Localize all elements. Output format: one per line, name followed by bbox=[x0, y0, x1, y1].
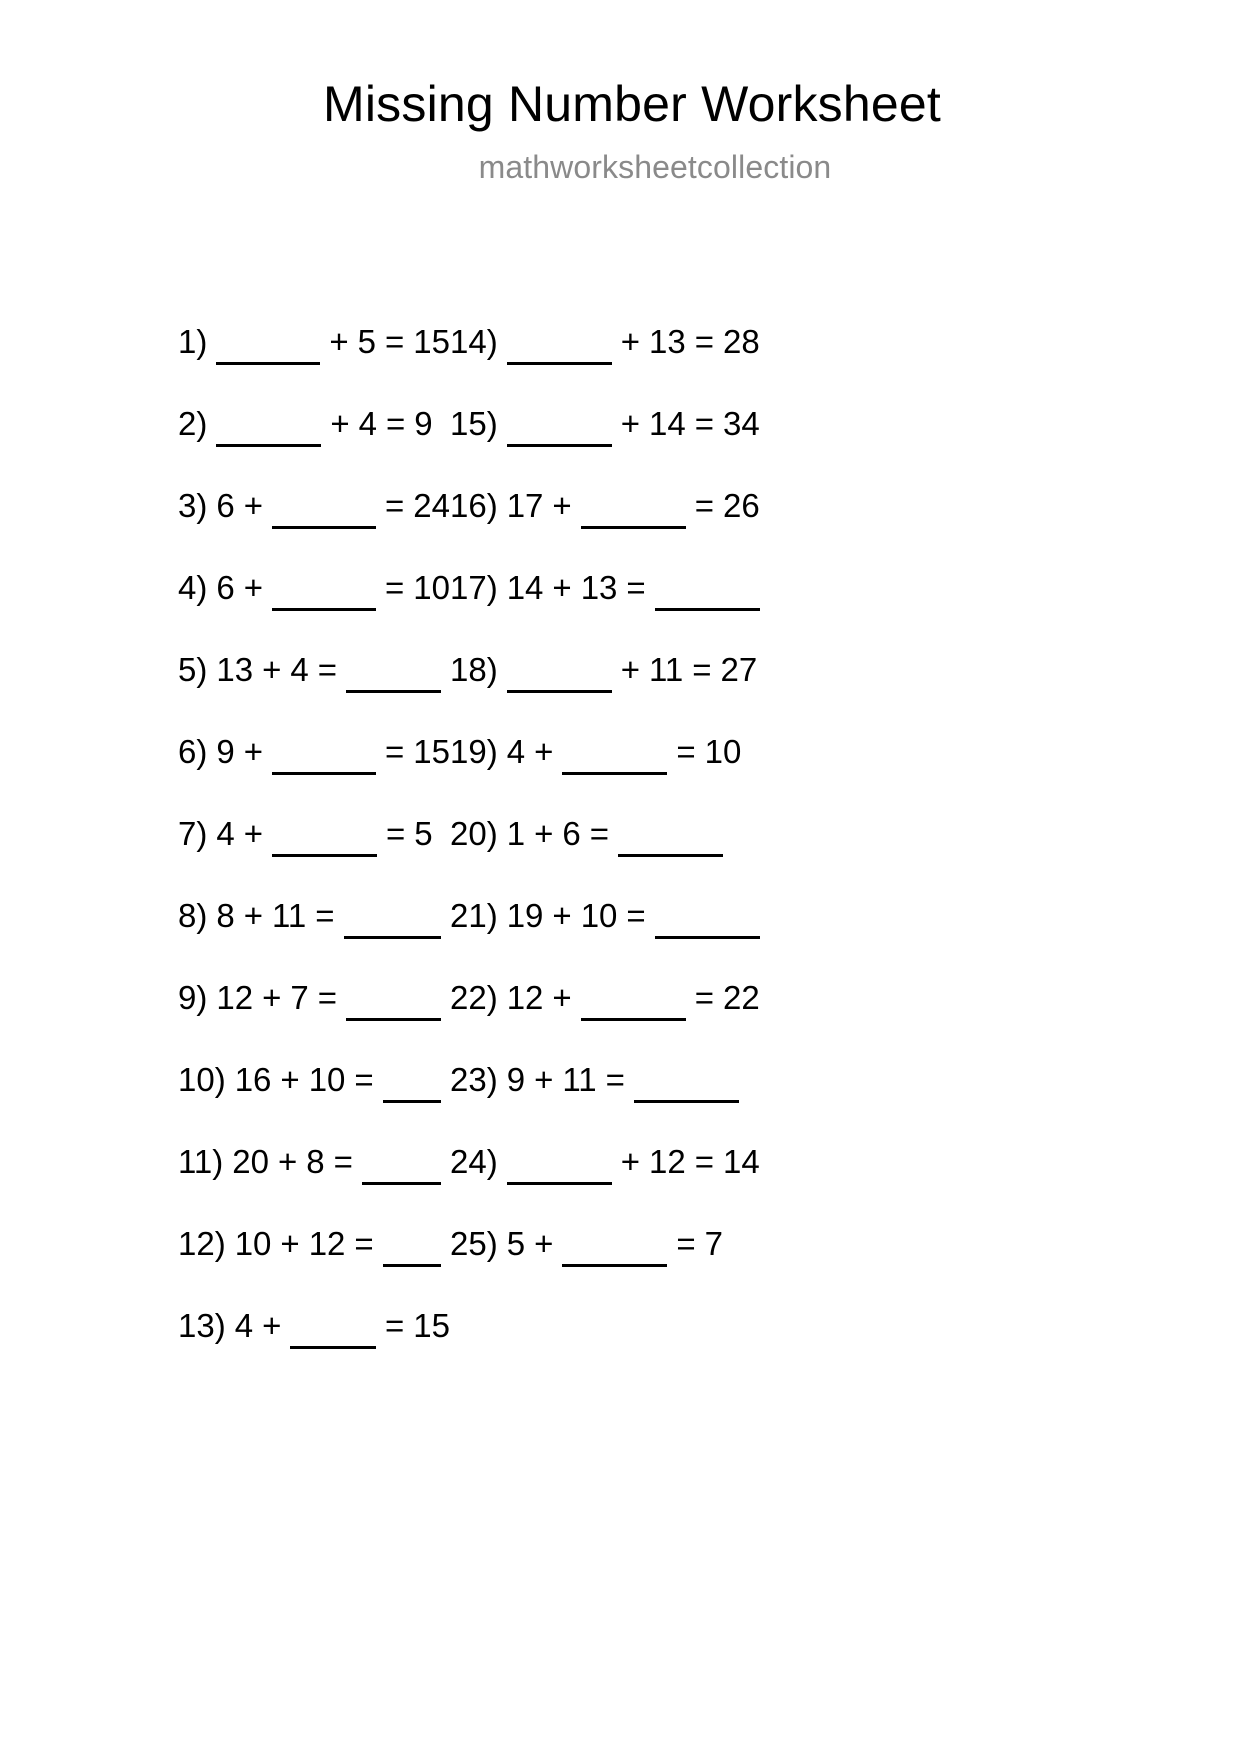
problem-number: 12) bbox=[178, 1224, 226, 1262]
operator: = bbox=[692, 650, 712, 688]
operator: = bbox=[317, 978, 337, 1016]
problem-row bbox=[450, 956, 950, 1038]
number-token: 4 bbox=[358, 404, 377, 442]
operator: + bbox=[243, 896, 263, 934]
operator: + bbox=[243, 486, 263, 524]
problem-row bbox=[178, 1038, 450, 1120]
problem-number: 21) bbox=[450, 896, 498, 934]
operator: + bbox=[243, 814, 263, 852]
operator: + bbox=[262, 978, 282, 1016]
number-token: 9 bbox=[506, 1060, 526, 1098]
operator: = bbox=[589, 814, 609, 852]
number-token: 15 bbox=[413, 732, 450, 770]
operator: = bbox=[385, 568, 405, 606]
number-token: 27 bbox=[720, 650, 758, 688]
number-token: 14 bbox=[648, 404, 686, 442]
problem-number: 24) bbox=[450, 1142, 498, 1180]
problem-row bbox=[450, 628, 950, 710]
operator: = bbox=[385, 814, 406, 852]
problem-number: 18) bbox=[450, 650, 498, 688]
page-title: Missing Number Worksheet bbox=[323, 76, 941, 132]
problem-row bbox=[178, 628, 450, 710]
number-token: 28 bbox=[722, 322, 760, 360]
problem-number: 11) bbox=[178, 1142, 224, 1180]
number-token: 9 bbox=[216, 732, 235, 770]
problem-row bbox=[178, 1284, 450, 1366]
problem-number: 9) bbox=[178, 978, 208, 1016]
operator: = bbox=[385, 486, 405, 524]
operator: = bbox=[626, 896, 646, 934]
problem-number: 16) bbox=[450, 486, 498, 524]
number-token: 11 bbox=[271, 896, 307, 934]
operator: + bbox=[552, 568, 572, 606]
operator: + bbox=[620, 1142, 640, 1180]
answer-blank[interactable] bbox=[618, 828, 723, 857]
problem-row bbox=[450, 464, 950, 546]
number-token: 11 bbox=[648, 650, 684, 688]
number-token: 26 bbox=[722, 486, 760, 524]
operator: = bbox=[694, 978, 714, 1016]
number-token: 4 bbox=[234, 1306, 254, 1344]
operator: + bbox=[534, 732, 554, 770]
operator: + bbox=[329, 322, 349, 360]
number-token: 19 bbox=[506, 896, 544, 934]
problem-row bbox=[178, 464, 450, 546]
operator: + bbox=[280, 1224, 300, 1262]
answer-blank[interactable] bbox=[346, 992, 441, 1021]
operator: + bbox=[243, 568, 263, 606]
number-token: 7 bbox=[704, 1224, 723, 1262]
operator: = bbox=[694, 1142, 714, 1180]
number-token: 9 bbox=[414, 404, 433, 442]
number-token: 14 bbox=[506, 568, 544, 606]
operator: + bbox=[280, 1060, 300, 1098]
problem-number: 20) bbox=[450, 814, 498, 852]
number-token: 6 bbox=[216, 486, 235, 524]
problem-number: 5) bbox=[178, 650, 208, 688]
operator: = bbox=[354, 1224, 374, 1262]
answer-blank[interactable] bbox=[272, 746, 376, 775]
problem-number: 1) bbox=[178, 322, 208, 360]
answer-blank[interactable] bbox=[507, 1156, 612, 1185]
operator: = bbox=[694, 486, 714, 524]
operator: = bbox=[694, 404, 714, 442]
problem-number: 23) bbox=[450, 1060, 498, 1098]
problem-column-right bbox=[450, 300, 950, 1366]
operator: + bbox=[243, 732, 263, 770]
operator: + bbox=[262, 650, 282, 688]
operator: = bbox=[315, 896, 335, 934]
number-token: 5 bbox=[414, 814, 433, 852]
number-token: 12 bbox=[506, 978, 544, 1016]
number-token: 15 bbox=[413, 322, 450, 360]
problem-row bbox=[178, 382, 450, 464]
number-token: 15 bbox=[413, 1306, 450, 1344]
operator: = bbox=[385, 1306, 405, 1344]
number-token: 12 bbox=[648, 1142, 686, 1180]
operator: = bbox=[605, 1060, 625, 1098]
operator: + bbox=[620, 650, 640, 688]
number-token: 12 bbox=[308, 1224, 346, 1262]
number-token: 4 bbox=[290, 650, 309, 688]
number-token: 13 bbox=[648, 322, 686, 360]
operator: + bbox=[534, 814, 554, 852]
problem-row bbox=[450, 874, 950, 956]
problem-number: 4) bbox=[178, 568, 208, 606]
number-token: 4 bbox=[216, 814, 235, 852]
operator: + bbox=[552, 978, 572, 1016]
number-token: 24 bbox=[413, 486, 450, 524]
problem-row bbox=[178, 546, 450, 628]
number-token: 4 bbox=[506, 732, 526, 770]
problem-row bbox=[450, 1120, 950, 1202]
number-token: 20 bbox=[232, 1142, 269, 1180]
answer-blank[interactable] bbox=[272, 500, 376, 529]
problem-number: 19) bbox=[450, 732, 498, 770]
problem-number: 13) bbox=[178, 1306, 226, 1344]
answer-blank[interactable] bbox=[581, 500, 686, 529]
number-token: 10 bbox=[234, 1224, 272, 1262]
operator: = bbox=[317, 650, 337, 688]
answer-blank[interactable] bbox=[581, 992, 686, 1021]
operator: = bbox=[626, 568, 646, 606]
operator: + bbox=[620, 404, 640, 442]
number-token: 10 bbox=[413, 568, 450, 606]
number-token: 10 bbox=[580, 896, 618, 934]
answer-blank[interactable] bbox=[383, 1238, 441, 1267]
number-token: 1 bbox=[506, 814, 526, 852]
number-token: 8 bbox=[216, 896, 235, 934]
operator: = bbox=[385, 732, 405, 770]
number-token: 7 bbox=[290, 978, 309, 1016]
number-token: 17 bbox=[506, 486, 544, 524]
answer-blank[interactable] bbox=[562, 746, 667, 775]
problem-row bbox=[450, 300, 950, 382]
number-token: 16 bbox=[234, 1060, 272, 1098]
problem-row bbox=[178, 874, 450, 956]
operator: = bbox=[385, 404, 406, 442]
operator: = bbox=[676, 1224, 696, 1262]
problem-number: 14) bbox=[450, 322, 498, 360]
problem-row bbox=[450, 1038, 950, 1120]
answer-blank[interactable] bbox=[216, 418, 321, 447]
number-token: 12 bbox=[216, 978, 254, 1016]
problem-row bbox=[178, 956, 450, 1038]
problem-row bbox=[178, 300, 450, 382]
number-token: 6 bbox=[216, 568, 235, 606]
number-token: 14 bbox=[722, 1142, 760, 1180]
answer-blank[interactable] bbox=[655, 582, 760, 611]
answer-blank[interactable] bbox=[272, 582, 376, 611]
number-token: 6 bbox=[562, 814, 581, 852]
operator: = bbox=[694, 322, 714, 360]
number-token: 5 bbox=[506, 1224, 526, 1262]
problem-column-left bbox=[0, 300, 450, 1366]
operator: + bbox=[620, 322, 640, 360]
number-token: 11 bbox=[562, 1060, 597, 1098]
number-token: 10 bbox=[704, 732, 742, 770]
worksheet-header bbox=[0, 0, 1240, 186]
page-subtitle: mathworksheetcollection bbox=[478, 148, 832, 185]
problem-row bbox=[178, 710, 450, 792]
problem-row bbox=[450, 1202, 950, 1284]
number-token: 34 bbox=[722, 404, 760, 442]
problem-number: 15) bbox=[450, 404, 498, 442]
problem-number: 22) bbox=[450, 978, 498, 1016]
problem-number: 8) bbox=[178, 896, 208, 934]
problem-number: 25) bbox=[450, 1224, 498, 1262]
operator: + bbox=[262, 1306, 282, 1344]
operator: + bbox=[552, 896, 572, 934]
answer-blank[interactable] bbox=[507, 664, 612, 693]
problem-row bbox=[450, 710, 950, 792]
answer-blank[interactable] bbox=[562, 1238, 667, 1267]
number-token: 13 bbox=[216, 650, 254, 688]
answer-blank[interactable] bbox=[507, 418, 612, 447]
problem-number: 2) bbox=[178, 404, 208, 442]
answer-blank[interactable] bbox=[272, 828, 377, 857]
number-token: 10 bbox=[308, 1060, 346, 1098]
operator: + bbox=[330, 404, 350, 442]
problem-row bbox=[178, 1120, 450, 1202]
operator: + bbox=[534, 1224, 554, 1262]
problem-row bbox=[450, 546, 950, 628]
problem-row bbox=[178, 1202, 450, 1284]
operator: + bbox=[534, 1060, 554, 1098]
problem-number: 17) bbox=[450, 568, 498, 606]
operator: = bbox=[354, 1060, 374, 1098]
problem-number: 7) bbox=[178, 814, 208, 852]
problem-row bbox=[450, 382, 950, 464]
number-token: 5 bbox=[357, 322, 376, 360]
problem-list bbox=[0, 300, 1240, 1366]
answer-blank[interactable] bbox=[634, 1074, 739, 1103]
answer-blank[interactable] bbox=[362, 1156, 441, 1185]
operator: = bbox=[676, 732, 696, 770]
answer-blank[interactable] bbox=[344, 910, 441, 939]
problem-row bbox=[178, 792, 450, 874]
number-token: 8 bbox=[306, 1142, 325, 1180]
answer-blank[interactable] bbox=[346, 664, 441, 693]
number-token: 13 bbox=[580, 568, 618, 606]
answer-blank[interactable] bbox=[216, 336, 320, 365]
number-token: 22 bbox=[722, 978, 760, 1016]
operator: = bbox=[385, 322, 405, 360]
answer-blank[interactable] bbox=[507, 336, 612, 365]
operator: + bbox=[552, 486, 572, 524]
answer-blank[interactable] bbox=[290, 1320, 376, 1349]
problem-row bbox=[450, 792, 950, 874]
operator: = bbox=[333, 1142, 353, 1180]
problem-number: 3) bbox=[178, 486, 208, 524]
problem-number: 6) bbox=[178, 732, 208, 770]
answer-blank[interactable] bbox=[383, 1074, 441, 1103]
operator: + bbox=[277, 1142, 298, 1180]
problem-number: 10) bbox=[178, 1060, 226, 1098]
answer-blank[interactable] bbox=[655, 910, 760, 939]
